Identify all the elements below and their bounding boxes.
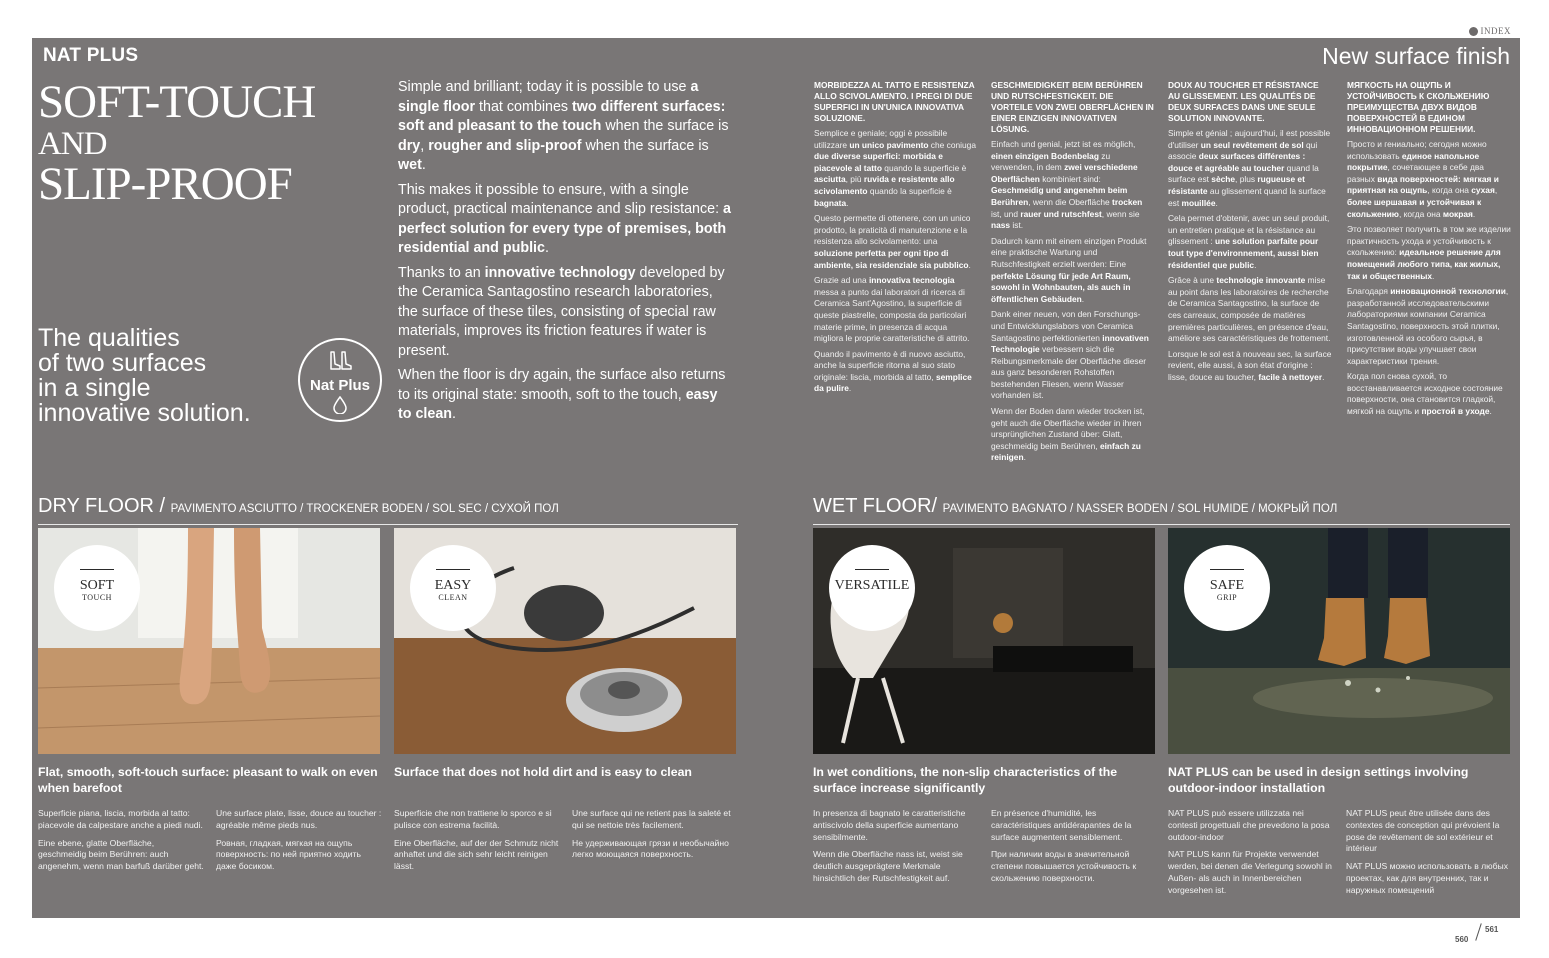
bathroom-interior-photo <box>813 528 1155 754</box>
russian-paragraph: Благодаря инновационной технологии, разработанной исследовательскими лабораториями компании Ceramica Santagostino, поверхность этой плитки, изготовленной из особого сырья, в присутствии воды улучшает свои характеристики трения. <box>1347 286 1509 366</box>
emphasis-text: innovativa tecnologia <box>868 275 955 286</box>
emphasis-text: rougher and slip-proof <box>428 137 582 154</box>
card-4-text-col-1 <box>1168 808 1334 903</box>
soft-touch-badge <box>54 545 140 631</box>
emphasis-text: мокрая <box>1442 208 1473 219</box>
card-text-it: NAT PLUS può essere utilizzata nei contesti progettuali che prevedono la posa outdoor-indoor <box>1168 808 1330 842</box>
index-label: INDEX <box>1480 26 1511 36</box>
emphasis-text: deux surfaces différentes : douce et agréable au toucher <box>1168 151 1306 173</box>
card-text-ru: NAT PLUS можно использовать в любых проектах, как для внутренних, так и наружных помещений <box>1346 861 1508 895</box>
emphasis-text: простой в уходе <box>1421 406 1490 417</box>
intro-paragraph: Simple and brilliant; today it is possible to use a single floor that combines two different surfaces: soft and pleasant to the touch when the surface is dry, rougher and slip-proof when the surface is wet. <box>398 79 729 173</box>
russian-heading: МЯГКОСТЬ НА ОЩУПЬ И УСТОЙЧИВОСТЬ К СКОЛЬЖЕНИЮ ПРЕИМУЩЕСТВА ДВУХ ВИДОВ ПОВЕРХНОСТЕЙ В ЕДИНОМ ИННОВАЦИОННОМ РЕШЕНИИ. <box>1347 80 1490 134</box>
badge-title: EASY <box>434 578 472 593</box>
french-paragraph: Cela permet d'obtenir, avec un seul produit, un entretien pratique et la résistance au glissement : une solution parfaite pour tout type d'environnement, aussi bien résidentiel que public. <box>1168 213 1330 270</box>
emphasis-text: une solution parfaite pour tout type d'environnement, aussi bien résidentiel que public <box>1168 236 1319 270</box>
safe-grip-badge <box>1184 545 1270 631</box>
page-number-right: 561 <box>1485 925 1499 934</box>
card-text-ru: Ровная, гладкая, мягкая на ощупь поверхность: по ней приятно ходить даже босиком. <box>216 837 361 872</box>
wet-floor-subtitle: PAVIMENTO BAGNATO / NASSER BODEN / SOL HUMIDE / МОКРЫЙ ПОЛ <box>942 503 1338 515</box>
card-1-text-col-2 <box>216 808 382 879</box>
card-2-text-col-2 <box>572 808 738 867</box>
headline-line-2: AND <box>38 125 107 162</box>
emphasis-text: soluzione perfetta per ogni tipo di ambiente, sia residenziale sia pubblico <box>814 247 969 270</box>
robot-vacuum-photo <box>394 528 736 754</box>
emphasis-text: более шершавая и устойчивая к скольжению <box>1347 196 1482 219</box>
water-drop-icon <box>333 396 347 414</box>
emphasis-text: wet <box>398 157 422 173</box>
italian-paragraph: Quando il pavimento è di nuovo asciutto, anche la superficie ritorna al suo stato originale: liscia, morbida al tatto, semplice da pulire. <box>814 348 972 394</box>
qualities-line: in a single <box>38 374 151 402</box>
german-paragraph: Einfach und genial, jetzt ist es möglich, einen einzigen Bodenbelag zu verwenden, in dem zwei verschiedene Oberflächen kombiniert sind: Geschmeidig und angenehm beim Berühren, wenn die Oberfläche trocken ist, und rauer und rutschfest, wenn sie nass ist. <box>991 139 1143 231</box>
card-caption: NAT PLUS can be used in design settings involving outdoor-indoor installation <box>1168 765 1469 795</box>
emphasis-text: zwei verschiedene Oberflächen <box>991 162 1138 184</box>
emphasis-text: rugueuse et résistante <box>1168 174 1305 196</box>
russian-column <box>1347 80 1511 422</box>
nat-plus-label: Nat Plus <box>309 377 370 394</box>
wet-floor-title <box>813 494 1510 525</box>
easy-clean-badge <box>410 545 496 631</box>
card-caption: Surface that does not hold dirt and is easy to clean <box>394 765 692 779</box>
content-panel <box>32 38 1520 918</box>
russian-paragraph: Когда пол снова сухой, то восстанавливается исходное состояние поверхности, она становится гладкой, мягкой на ощупь и простой в уходе. <box>1347 371 1503 417</box>
card-text-ru: Не удерживающая грязи и необычайно легко моющаяся поверхность. <box>572 837 729 860</box>
italian-paragraph: Questo permette di ottenere, con un unico prodotto, la praticità di manutenzione e la resistenza allo scivolamento: una soluzione perfetta per ogni tipo di ambiente, sia residenziale sia pubblico. <box>814 213 971 270</box>
card-text-de: Wenn die Oberfläche nass ist, weist sie deutlich ausgeprägtere Merkmale hinsichtlich der Rutschfestigkeit auf. <box>813 849 963 883</box>
german-paragraph: Dadurch kann mit einem einzigen Produkt eine praktische Wartung und Rutschfestigkeit erzielt werden: Eine perfekte Lösung für jede Art Raum, sowohl in Wohnbauten, als auch in öffentlichen Gebäuden. <box>991 235 1147 304</box>
emphasis-text: asciutta <box>814 174 846 185</box>
headline-line-1: SOFT-TOUCH <box>38 76 316 128</box>
index-tab[interactable] <box>1469 26 1512 36</box>
badge-subtitle: TOUCH <box>82 593 112 602</box>
emphasis-text: semplice da pulire <box>814 371 972 394</box>
russian-paragraph: Это позволяет получить в том же изделии практичность ухода и устойчивость к скольжению: идеальное решение для помещений любого типа, как жилых, так и общественных. <box>1347 224 1511 281</box>
barefoot-photo <box>38 528 380 754</box>
emphasis-text: ruvida e resistente allo scivolamento <box>814 174 955 196</box>
emphasis-text: a single floor <box>398 79 699 115</box>
french-paragraph: Lorsque le sol est à nouveau sec, la surface revient, elle aussi, à son état d'origine : lisse, douce au toucher, facile à nettoyer. <box>1168 348 1332 382</box>
emphasis-text: nass <box>991 220 1011 231</box>
card-text-de: Eine Oberfläche, auf der der Schmutz nicht anhaftet und die sich sehr leicht reinigen lässt. <box>394 837 559 872</box>
card-2-text-col-1 <box>394 808 560 879</box>
puddle-boots-photo <box>1168 528 1510 754</box>
brand-name: NAT PLUS <box>43 45 139 66</box>
emphasis-text: dry <box>398 137 421 154</box>
emphasis-text: perfekte Lösung für jede Art Raum, sowohl in Wohnbauten, als auch in öffentlichen Gebäuden <box>991 270 1131 304</box>
emphasis-text: sèche <box>1211 174 1236 185</box>
emphasis-text: инновационной технологии <box>1390 286 1506 297</box>
italian-column <box>814 80 978 399</box>
emphasis-text: un seul revêtement de sol <box>1200 139 1304 150</box>
page-number-left: 560 <box>1455 935 1469 944</box>
versatile-badge <box>829 545 915 631</box>
headline-line-3: SLIP-PROOF <box>38 157 292 210</box>
emphasis-text: trocken <box>1112 196 1143 207</box>
french-column <box>1168 80 1332 387</box>
headline <box>38 76 316 210</box>
qualities-line: innovative solution. <box>38 399 251 427</box>
dry-floor-subtitle: PAVIMENTO ASCIUTTO / TROCKENER BODEN / SOL SEC / СУХОЙ ПОЛ <box>170 503 559 515</box>
card-text-it: In presenza di bagnato le caratteristiche antiscivolo della superficie aumentano sensibilmente. <box>813 808 966 842</box>
emphasis-text: единое напольное покрытие <box>1347 150 1480 173</box>
italian-heading: MORBIDEZZA AL TATTO E RESISTENZA ALLO SCIVOLAMENTO. I PREGI DI DUE SUPERFICI IN UN'UNICA INNOVATIVA SOLUZIONE. <box>814 80 975 123</box>
italian-paragraph: Grazie ad una innovativa tecnologia messa a punto dai laboratori di ricerca di Ceramica Sant'Agostino, la superficie di queste piastrelle, composta da particolari materie prime, in presenza di acqua migliora le proprie caratteristiche di attrito. <box>814 275 970 344</box>
intro-paragraph: When the floor is dry again, the surface also returns to its original state: smooth, soft to the touch, easy to clean. <box>398 367 726 422</box>
badge-divider <box>436 569 470 570</box>
badge-divider <box>855 569 889 570</box>
qualities-line: The qualities <box>38 324 180 352</box>
card-text-fr: Une surface plate, lisse, douce au toucher : agréable même pieds nus. <box>216 808 382 830</box>
card-text-de: Eine ebene, glatte Oberfläche, geschmeidig beim Berühren: auch angenehm, wenn man barfuß darüber geht. <box>38 837 204 872</box>
badge-subtitle: GRIP <box>1216 593 1238 602</box>
emphasis-text: идеальное решение для помещений любого типа, как жилых, так и общественных <box>1347 247 1501 281</box>
badge-title: SAFE <box>1209 578 1245 593</box>
card-text-it: Superficie piana, liscia, morbida al tatto: piacevole da calpestare anche a piedi nudi. <box>38 808 203 830</box>
emphasis-text: innovative technology <box>484 264 636 281</box>
emphasis-text: einen einzigen Bodenbelag <box>991 150 1099 161</box>
emphasis-text: rauer und rutschfest <box>1020 208 1102 219</box>
intro-paragraph: This makes it possible to ensure, with a single product, practical maintenance and slip resistance: a perfect solution for every type of premises, both residential and public. <box>398 181 731 256</box>
qualities-statement <box>38 326 298 426</box>
card-text-ru: При наличии воды в значительной степени повышается устойчивость к скольжению поверхности. <box>991 849 1137 883</box>
german-paragraph: Wenn der Boden dann wieder trocken ist, geht auch die Oberfläche wieder in ihren ursprünglichen Zustand über: Glatt, geschmeidig beim Berühren, einfach zu reinigen. <box>991 406 1145 463</box>
intro-text <box>398 78 734 430</box>
emphasis-text: сухая <box>1471 185 1495 196</box>
emphasis-text: technologie innovante <box>1216 275 1306 286</box>
page-numbers <box>1451 923 1511 947</box>
card-3-text-col-1 <box>813 808 979 891</box>
emphasis-text: einfach zu reinigen <box>991 440 1141 463</box>
card-text-de: NAT PLUS kann für Projekte verwendet werden, bei denen die Verlegung sowohl in Außen- als auch in Innenbereichen vorgesehen ist. <box>1168 849 1332 895</box>
card-text-it: Superficie che non trattiene lo sporco e si pulisce con estrema facilità. <box>394 808 552 830</box>
italian-paragraph: Semplice e geniale; oggi è possibile utilizzare un unico pavimento che coniuga due diverse superfici: morbida e piacevole al tatto quando la superficie è asciutta, più ruvida e resistente allo scivolamento quando la superficie è bagnata. <box>814 128 976 208</box>
dry-floor-heading: DRY FLOOR / <box>38 495 171 517</box>
german-column <box>991 80 1155 468</box>
emphasis-text: innovativen Technologie <box>991 332 1149 355</box>
french-paragraph: Grâce à une technologie innovante mise au point dans les laboratoires de recherche de Ceramica Santagostino, la surface de ces carreaux, composée de matières premières particulières, en présence d'eau, améliore ses caractéristiques de frottement. <box>1168 275 1331 344</box>
emphasis-text: вида поверхностей: мягкая и приятная на ощупь <box>1347 173 1499 196</box>
nat-plus-badge <box>298 338 382 422</box>
page-divider <box>1475 923 1482 940</box>
wet-floor-heading: WET FLOOR/ <box>813 495 943 517</box>
tagline: New surface finish <box>1322 43 1510 69</box>
card-text-fr: NAT PLUS peut être utilisée dans des contextes de conception qui prévoient la pose de revêtement de sol extérieur et intérieur <box>1346 808 1500 854</box>
emphasis-text: two different surfaces: soft and pleasant to the touch <box>398 98 726 134</box>
feet-icon <box>327 350 357 374</box>
emphasis-text: mouillée <box>1181 197 1216 208</box>
badge-title: SOFT <box>79 578 115 593</box>
french-heading: DOUX AU TOUCHER ET RÉSISTANCE AU GLISSEMENT. LES QUALITÉS DE DEUX SURFACES DANS UNE SEULE SOLUTION INNOVANTE. <box>1168 80 1319 123</box>
emphasis-text: un unico pavimento <box>849 139 929 150</box>
card-caption: Flat, smooth, soft-touch surface: pleasant to walk on even when barefoot <box>38 765 378 795</box>
emphasis-text: a perfect solution for every type of premises, both residential and public <box>398 201 731 256</box>
qualities-line: of two surfaces <box>38 349 207 377</box>
card-4-text-col-2 <box>1346 808 1512 903</box>
card-3-text-col-2 <box>991 808 1157 891</box>
card-caption: In wet conditions, the non-slip characteristics of the surface increase significantly <box>813 765 1118 795</box>
card-1-text-col-1 <box>38 808 204 879</box>
card-text-fr: Une surface qui ne retient pas la saleté et qui se nettoie très facilement. <box>572 808 731 830</box>
french-paragraph: Simple et génial ; aujourd'hui, il est possible d'utiliser un seul revêtement de sol qui associe deux surfaces différentes : douce et agréable au toucher quand la surface est sèche, plus rugueuse et résistante au glissement quand la surface est mouillée. <box>1168 128 1331 208</box>
index-dot-icon <box>1469 27 1478 36</box>
emphasis-text: Geschmeidig und angenehm beim Berühren <box>991 185 1128 207</box>
emphasis-text: bagnata <box>814 197 847 208</box>
german-heading: GESCHMEIDIGKEIT BEIM BERÜHREN UND RUTSCHFESTIGKEIT. DIE VORTEILE VON ZWEI OBERFLÄCHEN IN EINER EINZIGEN INNOVATIVEN LÖSUNG. <box>991 80 1154 134</box>
emphasis-text: facile à nettoyer <box>1258 371 1323 382</box>
emphasis-text: easy to clean <box>398 386 718 422</box>
card-text-fr: En présence d'humidité, les caractéristiques antidérapantes de la surface augmentent sensiblement. <box>991 808 1132 842</box>
russian-paragraph: Просто и гениально; сегодня можно использовать единое напольное покрытие, сочетающее в себе два разных вида поверхностей: мягкая и приятная на ощупь, когда она сухая, более шершавая и устойчивая к скольжению, когда она мокрая. <box>1347 139 1499 219</box>
badge-subtitle: CLEAN <box>438 593 468 602</box>
badge-title: VERSATILE <box>834 578 910 593</box>
emphasis-text: due diverse superfici: morbida e piacevole al tatto <box>814 151 943 173</box>
dry-floor-title <box>38 494 738 525</box>
badge-divider <box>80 569 114 570</box>
badge-divider <box>1210 569 1244 570</box>
german-paragraph: Dank einer neuen, von den Forschungs- und Entwicklungslabors von Ceramica Santagostino perfektionierten innovativen Technologie verbessern sich die Reibungsmerkmale der Oberfläche dieser aus ganz besonderen Rohstoffen bestehenden Fliesen, wenn Wasser vorhanden ist. <box>991 309 1149 401</box>
intro-paragraph: Thanks to an innovative technology developed by the Ceramica Santagostino research laboratories, the surface of these tiles, consisting of special raw materials, improves its friction features if water is present. <box>398 264 725 359</box>
